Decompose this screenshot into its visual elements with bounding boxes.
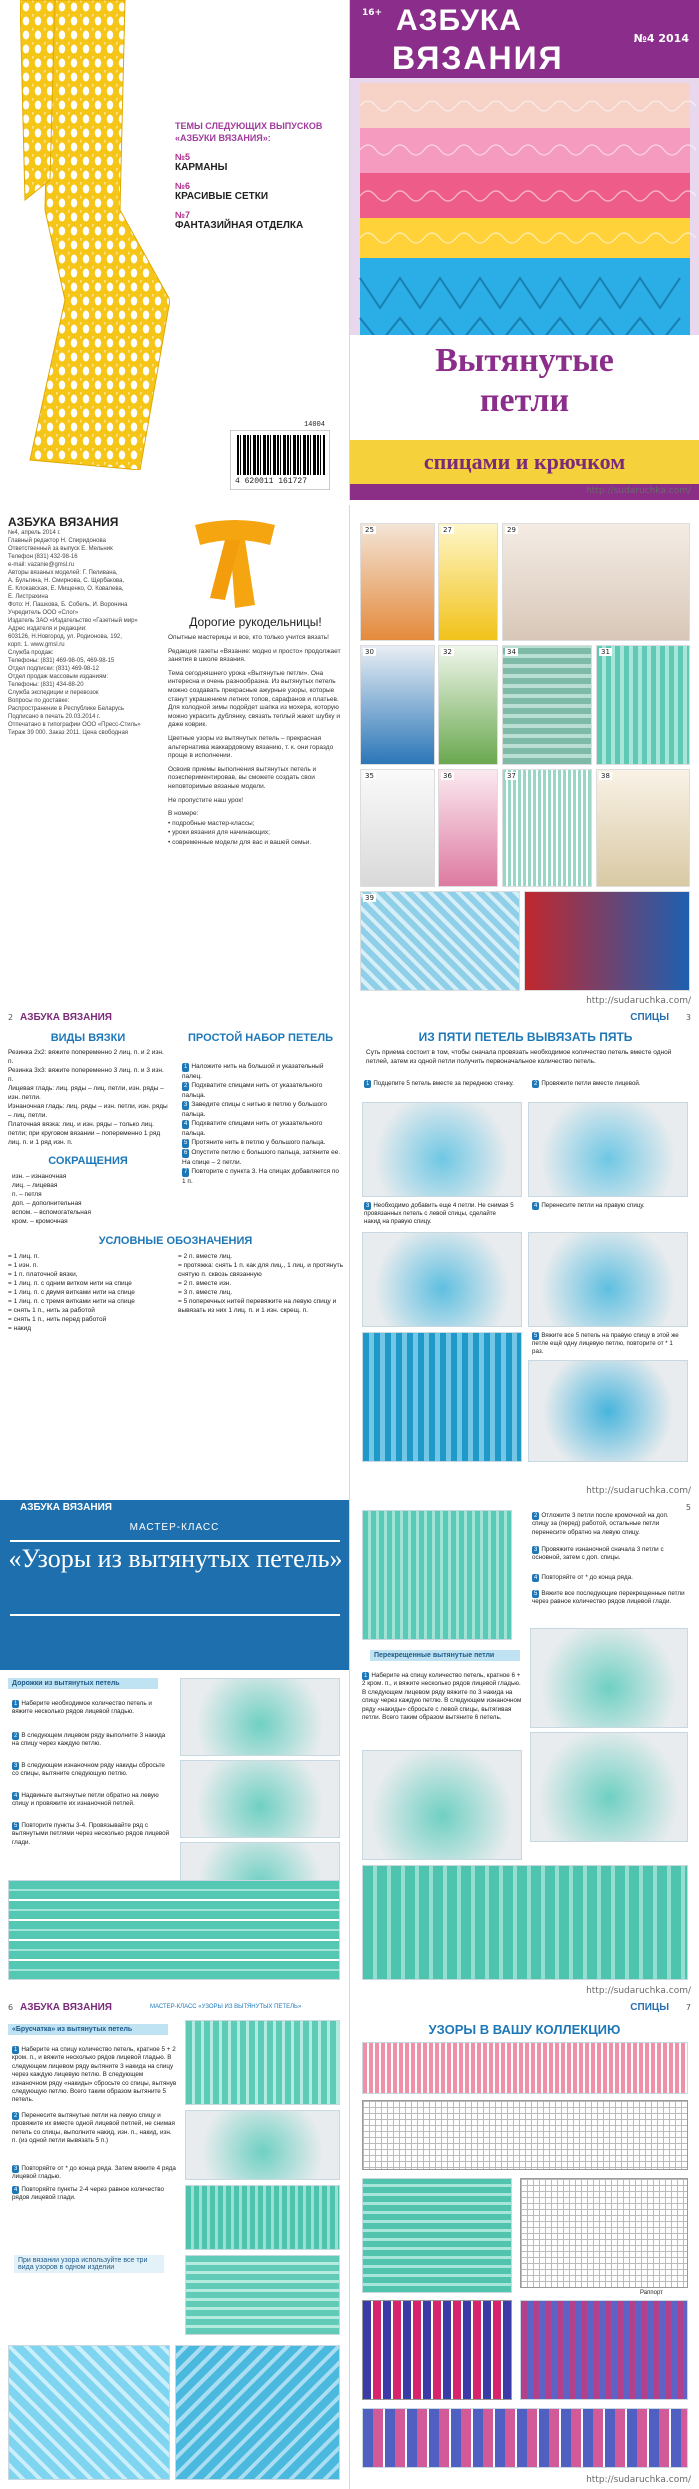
step-photo: [362, 1102, 522, 1197]
thumb-fabric-grey: [502, 645, 592, 765]
issue-title: КАРМАНЫ: [175, 162, 228, 173]
section-heading: ПРОСТОЙ НАБОР ПЕТЕЛЬ: [188, 1032, 333, 1044]
imprint-line: Служба продаж:: [8, 650, 54, 656]
instruction-step: [12, 1762, 172, 1779]
step-photo: [528, 1360, 688, 1462]
back-cover: [0, 0, 349, 500]
running-head-tag: МАСТЕР-КЛАСС «УЗОРЫ ИЗ ВЫТЯНУТЫХ ПЕТЕЛЬ»: [150, 2004, 302, 2010]
next-issues-heading: ТЕМЫ СЛЕДУЮЩИХ ВЫПУСКОВ «АЗБУКИ ВЯЗАНИЯ»:: [175, 121, 323, 143]
step-caption: [532, 1202, 682, 1210]
section-heading: УСЛОВНЫЕ ОБОЗНАЧЕНИЯ: [98, 1235, 253, 1247]
cast-on-step: [182, 1138, 342, 1148]
symbol-entry: = снять 1 п., нить перед работой: [8, 1316, 107, 1323]
symbol-entry: = 1 лиц. п. с одним витком нити на спице: [8, 1280, 132, 1287]
orange-scarf-image: [175, 520, 295, 610]
step-text: Наберите необходимое количество петель и вяжите несколько рядов лицевой гладью.: [12, 1700, 152, 1716]
abbreviation: изн. – изнаночная: [12, 1173, 67, 1180]
thumb-woman-white: [360, 769, 435, 887]
cover-title-line2: петли: [479, 382, 570, 419]
step-photo: [362, 1750, 522, 1860]
step-photo: [185, 2020, 340, 2105]
imprint-line: №4, апрель 2014 г.: [8, 530, 61, 536]
abbreviation: вспом. – вспомогательная: [12, 1209, 92, 1216]
symbol-entry: = 1 лиц. п. с двумя витками нити на спице: [8, 1289, 135, 1296]
cast-on-step: [182, 1148, 342, 1167]
page-title: ИЗ ПЯТИ ПЕТЕЛЬ ВЫВЯЗАТЬ ПЯТЬ: [418, 1030, 633, 1044]
step-number: 5: [14, 1823, 18, 1829]
knit-type: Платочная вязка: лиц. и изн. ряды – только лиц. петли; при круговом вязании – попеременно 1 ряд лиц. п. и 1 ряд изн. п.: [8, 1121, 161, 1146]
step-number: 1: [14, 2047, 18, 2053]
brand-line1: АЗБУКА: [396, 4, 522, 37]
imprint-heading: АЗБУКА ВЯЗАНИЯ: [8, 515, 119, 529]
step-number: 2: [14, 1733, 18, 1739]
step-number: 5: [184, 1140, 188, 1146]
step-number: 1: [184, 1064, 188, 1070]
instruction-step: [12, 2165, 177, 2182]
step-caption: [364, 1202, 514, 1226]
symbols-list-left: [8, 1252, 173, 1333]
instruction-step: [362, 1672, 522, 1722]
step-text: Вяжите все 5 петель на правую спицу в этой же петле ещё одну лицевую петлю, повторите от * 1 раз.: [532, 1332, 679, 1355]
editorial-paragraph: В номере:: [168, 810, 199, 818]
symbol-entry: = накид: [8, 1325, 32, 1332]
note-box: При вязании узора используйте все три вида узоров в одном изделии: [14, 2255, 164, 2273]
editorial-paragraph: • уроки вязания для начинающих;: [168, 829, 270, 837]
step-photo: [180, 1760, 340, 1838]
thumb-number: 36: [443, 772, 452, 780]
step-number: 4: [534, 1575, 538, 1581]
step-number: 1: [14, 1701, 18, 1707]
imprint-line: Фото: Н. Пашкова, Б. Собель, И. Воронина: [8, 602, 128, 608]
sub-heading-box: Дорожки из вытянутых петель: [8, 1678, 158, 1689]
pattern-swatch-mixed: [362, 2408, 688, 2468]
issue-number: №7: [175, 210, 191, 220]
masterclass-left-page: [0, 1500, 349, 2000]
issue-title: ФАНТАЗИЙНАЯ ОТДЕЛКА: [175, 220, 304, 231]
step-text: Подхватите спицами нить от указательного пальца.: [182, 1082, 323, 1099]
editorial-paragraph: Цветные узоры из вытянутых петель – прекрасная альтернатива жаккардовому вязанию, т. к. они гораздо проще в исполнении.: [168, 734, 334, 760]
sub-heading-box: «Брусчатка» из вытянутых петель: [8, 2024, 168, 2035]
step-text: Наберите на спицу количество петель, кратное 6 + 2 кром. п., и вяжите несколько рядов лицевой гладью. В следующем лицевом ряду вяжите по 3 накида на спицу через каждую петлю. В следующем изнаночном ряду «накиды» сбросьте с левой спицы, вытягивая петли. Всего таким образом вытяните 6 петель.: [362, 1672, 522, 1722]
patterns-left-page: [0, 2000, 349, 2489]
barcode-issue-code: 14004: [303, 421, 325, 429]
sample-swatch-photo: [362, 1510, 512, 1640]
pattern-swatch-purple: [520, 2300, 688, 2400]
page-number: 3: [685, 1013, 691, 1022]
symbol-entry: = снять 1 п., нить за работой: [8, 1307, 95, 1314]
front-cover: [350, 0, 699, 500]
section-heading: ВИДЫ ВЯЗКИ: [50, 1032, 126, 1044]
imprint-line: Телефоны: (831) 434-88-20: [8, 682, 84, 688]
editorial-paragraph: Редакция газеты «Вязание: модно и просто» продолжает занятия в школе вязания.: [168, 647, 341, 664]
step-caption: [532, 1332, 682, 1356]
instruction-step: [12, 1700, 172, 1717]
thumb-number: 32: [443, 648, 452, 656]
thumb-number: 35: [365, 772, 374, 780]
editorial-paragraph: Освоив приемы выполнения вытянутых петель и поэкспериментировав, вы сможете создать свои неповторимые вязаные модели.: [168, 765, 317, 790]
cast-on-step: [182, 1062, 342, 1081]
spread-fold: [349, 2000, 350, 2489]
step-number: 2: [534, 1081, 538, 1087]
step-text: Опустите петлю с большого пальца, затяните ее. На спице – 2 петли.: [182, 1149, 341, 1166]
symbols-list-right: [178, 1252, 343, 1315]
watermark: http://sudaruchka.com/: [586, 1986, 691, 1996]
color-chart-grid: [362, 2300, 512, 2400]
sample-swatch-photo: [8, 1880, 340, 1980]
imprint-page: [0, 505, 349, 1010]
age-rating: 16+: [362, 8, 383, 18]
page-number: 2: [8, 1013, 14, 1022]
cast-on-steps: [182, 1062, 342, 1186]
instruction-step: [12, 1822, 172, 1847]
step-text: Надвиньте вытянутые петли обратно на левую спицу и провяжите их изнаночной петлей.: [12, 1792, 159, 1808]
step-photo: [530, 1628, 688, 1728]
imprint-line: Адрес издателя и редакции:: [8, 626, 87, 632]
issue-number: №4 2014: [633, 32, 689, 45]
step-caption: [532, 1080, 682, 1088]
imprint-line: 603126, Н.Новгород, ул. Родионова, 192,: [8, 634, 122, 640]
thumb-fringe: [502, 769, 592, 887]
instruction-step: [12, 2112, 177, 2146]
step-text: Повторяйте от * до конца ряда.: [541, 1574, 633, 1581]
spread-fold: [349, 0, 350, 500]
step-number: 4: [14, 2187, 18, 2193]
knit-types-list: [8, 1048, 168, 1147]
cover-title-line1: Вытянутые: [435, 342, 614, 379]
spread-fold: [349, 1500, 350, 2000]
imprint-line: Отдел подписки: (831) 469-98-12: [8, 666, 99, 672]
barcode: [230, 421, 330, 490]
sample-swatch-photo: [175, 2345, 340, 2480]
page-number: 7: [685, 2003, 691, 2012]
pattern-swatch-teal: [362, 2178, 512, 2293]
step-number: 5: [534, 1333, 538, 1339]
abbreviation: лиц. – лицевая: [12, 1182, 58, 1189]
cast-on-step: [182, 1167, 342, 1186]
step-text: Наложите нить на большой и указательный палец.: [182, 1063, 324, 1080]
page-number: 6: [8, 2003, 14, 2012]
imprint-line: Вопросы по доставке:: [8, 698, 70, 704]
step-number: 2: [14, 2113, 18, 2119]
step-number: 2: [184, 1083, 188, 1089]
knitted-samples-image: [350, 78, 699, 350]
cover-subtitle: спицами и крючком: [423, 449, 626, 474]
step-text: Отложите 3 петли после кромочной на доп. спицу за (перед) работой, остальные петли перенесите обратно на левую спицу.: [532, 1512, 669, 1536]
barcode-bars: [237, 435, 325, 475]
masterclass-spread: [0, 1500, 699, 2000]
thumb-woman-pink: [438, 769, 498, 887]
issue-number: №5: [175, 152, 191, 162]
thumb-number: 29: [507, 526, 516, 534]
knit-type: Лицевая гладь: лиц. ряды – лиц. петли, изн. ряды – изн. петли.: [8, 1085, 164, 1101]
pattern-chart: [362, 2100, 688, 2170]
masterclass-right-page: [350, 1500, 699, 2000]
cast-on-step: [182, 1119, 342, 1138]
spread-fold: [349, 1010, 350, 1500]
thumb-number: 37: [507, 772, 516, 780]
thumb-number: 30: [365, 648, 374, 656]
knit-type: Изнаночная гладь: лиц. ряды – изн. петли, изн. ряды – лиц. петли.: [8, 1103, 168, 1119]
step-photo: [530, 1732, 688, 1842]
symbol-entry: = 5 поперечных нитей перевяжите на левую спицу и вывязать из них 1 лиц. п. и 1 изн. скрещ. п.: [178, 1298, 337, 1314]
step-text: Подцепите 5 петель вместе за переднюю стенку.: [373, 1080, 514, 1087]
abbreviations-list: [12, 1172, 167, 1226]
sub-heading-box: Перекрещенные вытянутые петли: [370, 1650, 520, 1661]
step-photo: [180, 1678, 340, 1756]
step-number: 3: [184, 1102, 188, 1108]
abbreviation: п. – петля: [12, 1191, 42, 1198]
masterclass-tag: МАСТЕР-КЛАСС: [129, 1522, 220, 1533]
patterns-spread: [0, 2000, 699, 2489]
section-heading: СОКРАЩЕНИЯ: [48, 1155, 128, 1167]
cast-on-step: [182, 1081, 342, 1100]
instruction-step: [532, 1546, 687, 1563]
running-head-brand: АЗБУКА ВЯЗАНИЯ: [20, 2002, 112, 2013]
imprint-line: Тираж 39 000. Заказ 2011. Цена свободная: [8, 730, 129, 736]
editorial-paragraph: Тема сегодняшнего урока «Вытянутые петли». Она интересна и очень разнообразна. Из вытянутых петель можно создавать прекрасные ажурные узоры, которые станут украшением летних топов, сарафанов и платьев. Для холодной зимы подойдет шапка из мохера, которую можно украсить дублянку, связать теплый жакет шубку и даже коврик.: [168, 669, 340, 729]
next-issues-block: [175, 120, 335, 231]
step-number: 1: [366, 1081, 370, 1087]
cast-on-step: [182, 1100, 342, 1119]
step-text: Повторите пункты 3-4. Провязывайте ряд с вытянутыми петлями через несколько рядов лицевой глади.: [12, 1822, 170, 1846]
step-photo: [185, 2185, 340, 2250]
issue-number: №6: [175, 181, 191, 191]
imprint-line: Телефон (831) 432-98-16: [8, 554, 78, 560]
masterclass-title: «Узоры из вытянутых петель»: [8, 1544, 343, 1573]
step-text: Повторите с пункта 3. На спицах добавляется по 1 п.: [182, 1168, 340, 1185]
thumb-number: 39: [365, 894, 374, 902]
pattern-chart: [520, 2178, 688, 2288]
basics-right-page: [350, 1010, 699, 1500]
step-text: Протяните нить в петлю у большого пальца.: [191, 1139, 326, 1146]
step-number: 4: [14, 1793, 18, 1799]
step-text: Необходимо добавить еще 4 петли. Не снимая 5 провязанных петель с левой спицы, сделайте накид на правую спицу.: [364, 1202, 514, 1225]
thumb-baby: [502, 523, 690, 641]
imprint-line: Отпечатано в типографии ООО «Пресс-Стиль»: [8, 722, 141, 728]
abbreviation: кром. – кромочная: [12, 1218, 68, 1225]
step-number: 3: [14, 1763, 18, 1769]
thumb-number: 25: [365, 526, 374, 534]
step-number: 3: [534, 1547, 538, 1553]
running-head-tag: СПИЦЫ: [630, 1012, 669, 1023]
watermark: http://sudaruchka.com/: [586, 486, 691, 496]
step-number: 5: [534, 1591, 538, 1597]
step-text: Вяжите все последующие перекрещенные петли через равное количество рядов лицевой глади.: [532, 1590, 685, 1606]
thumb-woman-redblue: [524, 891, 690, 991]
step-caption: [364, 1080, 514, 1088]
imprint-line: Распространение в Республике Беларусь: [8, 706, 125, 712]
step-photo: [185, 2110, 340, 2180]
imprint-line: Главный редактор Н. Спиридонова: [8, 538, 106, 544]
page-title: УЗОРЫ В ВАШУ КОЛЛЕКЦИЮ: [428, 2022, 621, 2037]
step-photo: [528, 1232, 688, 1327]
imprint-block: [8, 515, 158, 737]
thumb-woman-orange-top: [360, 523, 435, 641]
step-number: 7: [184, 1169, 188, 1175]
imprint-line: корп. 1. www.gmsl.ru: [8, 642, 65, 648]
running-head-brand: АЗБУКА ВЯЗАНИЯ: [20, 1502, 112, 1513]
patterns-right-page: [350, 2000, 699, 2489]
covers-spread: [0, 0, 699, 500]
imprint-line: Е. Листрахина: [8, 594, 49, 600]
abbreviation: доп. – дополнительная: [12, 1200, 82, 1207]
instruction-step: [532, 1590, 687, 1607]
step-number: 3: [366, 1203, 370, 1209]
editorial-paragraph: • подробные мастер-классы;: [168, 819, 255, 827]
editorial-paragraph: Не пропустите наш урок!: [168, 796, 244, 804]
step-photo: [528, 1102, 688, 1197]
imprint-line: Телефоны: (831) 469-98-05, 469-98-15: [8, 658, 115, 664]
step-number: 2: [534, 1513, 538, 1519]
watermark: http://sudaruchka.com/: [586, 996, 691, 1006]
thumb-number: 27: [443, 526, 452, 534]
imprint-spread: [0, 505, 699, 1010]
step-text: Повторяйте от * до конца ряда. Затем вяжите 4 ряда лицевой гладью.: [12, 2165, 176, 2181]
running-head-brand: АЗБУКА ВЯЗАНИЯ: [20, 1012, 112, 1023]
imprint-line: Ответственный за выпуск Е. Мельник: [8, 546, 113, 552]
barcode-digits: 4 620011 161727: [235, 477, 308, 486]
masterclass-header: [0, 1500, 349, 1670]
editorial-paragraph: • современные модели для вас и вашей семьи.: [168, 838, 312, 846]
thumb-woman-green: [438, 645, 498, 765]
step-text: В следующем изнаночном ряду накиды сбросьте со спицы, вытяните следующую петлю.: [12, 1762, 165, 1778]
step-text: Перенесите вытянутые петли на левую спицу и провяжите их вместе одной лицевой петлей, не снимая петель со спицы, выполните накид, изн. п., накид, изн. п. (из одной петли вывязать 5 п.): [12, 2112, 175, 2145]
symbol-entry: = 1 лиц. п.: [8, 1253, 40, 1260]
thumb-fabric-teal: [596, 645, 690, 765]
imprint-line: Е. Клокавская, Е. Мищенко, О. Ковалева,: [8, 586, 124, 592]
rapport-label: Раппорт: [640, 2290, 663, 2296]
running-head-tag: СПИЦЫ: [630, 2002, 669, 2013]
step-number: 1: [364, 1673, 368, 1679]
thumb-swatch-blue: [360, 891, 520, 991]
watermark: http://sudaruchka.com/: [586, 1486, 691, 1496]
thumb-woman-blue: [360, 645, 435, 765]
intro-text: Суть приема состоит в том, чтобы сначала провязать необходимое количество петель вместе одной петлей, затем из одной петли получить первоначальное количество петель.: [366, 1049, 672, 1065]
step-text: Повторяйте пункты 2-4 через равное количество рядов лицевой глади.: [12, 2186, 165, 2202]
imprint-line: Учредитель ООО «Слог»: [8, 610, 79, 616]
step-text: Провяжите петли вместе лицевой.: [541, 1080, 641, 1087]
symbol-entry: = 1 изн. п.: [8, 1262, 39, 1269]
instruction-step: [12, 1732, 172, 1749]
basics-left-page: [0, 1010, 349, 1500]
thumb-number: 34: [507, 648, 516, 656]
sample-swatch-photo: [8, 2345, 170, 2480]
instruction-step: [532, 1574, 687, 1582]
symbol-entry: = 2 п. вместе изн.: [178, 1280, 232, 1287]
symbol-entry: = 1 лиц. п. с тремя витками нити на спице: [8, 1298, 135, 1305]
step-text: В следующем лицевом ряду выполните 3 накида на спицу через каждую петлю.: [12, 1732, 166, 1748]
instruction-step: [12, 2046, 177, 2105]
knit-type: Резинка 3х3: вяжите попеременно 3 лиц. п. и 3 изн. п.: [8, 1067, 164, 1083]
step-text: Провяжите изнаночной сначала 3 петли с основной, затем с доп. спицы.: [532, 1546, 664, 1562]
basics-spread: [0, 1010, 699, 1500]
imprint-line: e-mail: vazanie@gmsl.ru: [8, 562, 75, 568]
imprint-line: Издатель ЗАО «Издательство «Газетный мир»: [8, 618, 138, 624]
instruction-step: [12, 1792, 172, 1809]
imprint-line: Авторы вязаных моделей: Г. Пеливана,: [8, 570, 118, 576]
symbol-entry: = 3 п. вместе лиц.: [178, 1289, 233, 1296]
sample-swatch-photo: [362, 1865, 688, 1980]
step-text: Перенесите петли на правую спицу.: [541, 1202, 645, 1209]
step-number: 6: [184, 1150, 188, 1156]
watermark: http://sudaruchka.com/: [586, 2475, 691, 2485]
imprint-line: Отдел продаж массовым изданиям:: [8, 674, 109, 680]
editorial-block: [168, 615, 343, 847]
step-text: Наберите на спицу количество петель, кратное 5 + 2 кром. п., и вяжите несколько рядов лицевой гладью. В следующем лицевом ряду вытяните 3 накида на спицу через каждую лицевую петлю. В следующем изнаночном ряду «накиды» сбросьте со спицы, вытянув следующую петлю. Всего таким образом вытяните 5 петель.: [12, 2046, 177, 2104]
yellow-scarf-image: [20, 0, 170, 470]
step-number: 4: [534, 1203, 538, 1209]
step-number: 3: [14, 2166, 18, 2172]
thumb-number: 31: [601, 648, 610, 656]
instruction-step: [532, 1512, 687, 1537]
step-text: Заведите спицы с нитью в петлю у большого пальца.: [182, 1101, 327, 1118]
imprint-line: А. Бульгина, Н. Смирнова, С. Щербакова,: [8, 578, 125, 584]
issue-title: КРАСИВЫЕ СЕТКИ: [175, 191, 269, 202]
sample-swatch-photo: [362, 1332, 522, 1462]
symbol-entry: = 2 п. вместе лиц.: [178, 1253, 233, 1260]
symbol-entry: = протяжка: снять 1 п. как для лиц., 1 лиц. и протянуть снятую п. сквозь связанную: [178, 1262, 343, 1278]
editorial-heading: Дорогие рукодельницы!: [189, 615, 322, 629]
spread-fold: [349, 505, 350, 1010]
symbol-entry: = 1 п. платочной вязки,: [8, 1271, 78, 1278]
instruction-step: [12, 2186, 177, 2203]
contents-thumbnails: [360, 523, 690, 1003]
thumb-woman-blonde: [596, 769, 690, 887]
editorial-paragraph: Опытные мастерицы и все, кто только учится вязать!: [168, 634, 329, 641]
step-photo: [185, 2255, 340, 2335]
thumb-woman-yellow: [438, 523, 498, 641]
step-number: 4: [184, 1121, 188, 1127]
contents-page: [350, 505, 699, 1010]
page-number: 5: [685, 1503, 691, 1512]
brand-line2: ВЯЗАНИЯ: [392, 40, 564, 76]
imprint-line: Служба экспедиции и перевозок: [8, 690, 99, 696]
pattern-swatch-pink: [362, 2042, 688, 2094]
imprint-line: Подписано в печать 20.03.2014 г.: [8, 714, 101, 720]
step-text: Подхватите спицами нить от указательного пальца.: [182, 1120, 323, 1137]
knit-type: Резинка 2х2: вяжите попеременно 2 лиц. п. и 2 изн. п.: [8, 1049, 164, 1065]
thumb-number: 38: [601, 772, 610, 780]
step-photo: [362, 1232, 522, 1327]
